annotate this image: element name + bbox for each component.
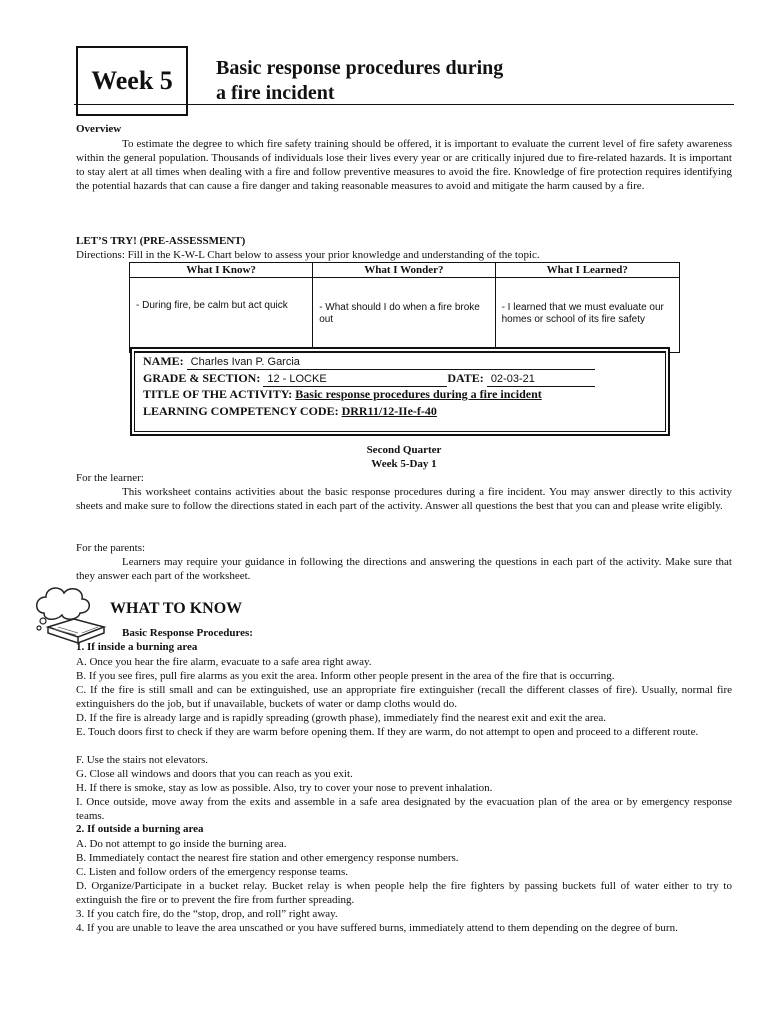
pre-assessment-heading: LET’S TRY! (PRE-ASSESSMENT) [76,235,246,247]
grade-row [143,371,595,387]
parents-text: Learners may require your guidance in following the directions and answering the questions in each part of the activity. Make sure that they answer each part of the worksheet. [76,556,732,582]
grade-field[interactable]: 12 - LOCKE [263,372,447,387]
kwl-answer-wonder[interactable]: - What should I do when a fire broke out [313,278,495,353]
list-item: A. Do not attempt to go inside the burning area. [76,838,287,850]
activity-value: Basic response procedures during a fire incident [295,387,542,401]
list-item: B. Immediately contact the nearest fire station and other emergency response numbers. [76,852,459,864]
name-field[interactable]: Charles Ivan P. Garcia [187,355,595,370]
header-divider [74,104,734,105]
activity-row [143,387,542,401]
date-label: DATE: [447,371,484,385]
list-item: A. Once you hear the fire alarm, evacuate to a safe area right away. [76,656,372,668]
kwl-chart [129,262,680,353]
page-title-line2: a fire incident [216,82,335,104]
kwl-answer-learned[interactable]: - I learned that we must evaluate our homes or school of its fire safety [495,278,679,353]
list-item: B. If you see fires, pull fire alarms as you exit the area. Inform other people present in the area of the fire that is occurring. [76,670,615,682]
what-to-know-heading: WHAT TO KNOW [110,600,243,617]
kwl-header-wonder: What I Wonder? [313,263,495,278]
list-item: D. If the fire is already large and is rapidly spreading (growth phase), immediately find the nearest exit and exit the area. [76,712,607,724]
list-item: F. Use the stairs not elevators. [76,754,209,766]
pre-assessment-directions: Directions: Fill in the K-W-L Chart below to assess your prior knowledge and understanding of the topic. [76,249,540,261]
overview-heading: Overview [76,123,122,135]
parents-label: For the parents: [76,542,146,554]
kwl-header-know: What I Know? [130,263,313,278]
list-item: C. Listen and follow orders of the emergency response teams. [76,866,348,878]
kwl-header-row [130,263,680,278]
date-field[interactable]: 02-03-21 [487,372,595,387]
learner-text: This worksheet contains activities about the basic response procedures during a fire incident. You may answer directly to this activity sheets and make sure to follow the directions stated in each part of the activity. Answer all questions the best that you can and please write eligibly. [76,486,732,512]
kwl-answer-row [130,278,680,353]
quarter-line: Second Quarter [366,444,442,456]
week-label: Week 5 [76,46,188,116]
list-item: H. If there is smoke, stay as low as possible. Also, try to cover your nose to prevent inhalation. [76,782,493,794]
grade-label: GRADE & SECTION: [143,371,261,385]
book-thought-icon [30,583,108,645]
activity-label: TITLE OF THE ACTIVITY: [143,387,293,401]
list-item: C. If the fire is still small and can be extinguished, use an appropriate fire extinguisher (recall the different classes of fire). Usually, normal fire extinguishers do the job, but if unavailable, buckets of water or damp cloths would do. [76,684,732,710]
section1-title: 1. If inside a burning area [76,641,198,653]
list-item: 4. If you are unable to leave the area unscathed or you have suffered burns, immediately attend to them depending on the degree of burn. [76,922,678,934]
section2-title: 2. If outside a burning area [76,823,204,835]
list-item: I. Once outside, move away from the exits and assemble in a safe area designated by the evacuation plan of the area or by emergency response teams. [76,796,732,822]
week-day-line: Week 5-Day 1 [371,458,437,470]
name-row [143,354,595,370]
list-item: G. Close all windows and doors that you can reach as you exit. [76,768,353,780]
competency-label: LEARNING COMPETENCY CODE: [143,404,339,418]
kwl-header-learned: What I Learned? [495,263,679,278]
kwl-answer-know[interactable]: - During fire, be calm but act quick [130,278,313,353]
list-item: 3. If you catch fire, do the “stop, drop, and roll” right away. [76,908,338,920]
list-item: E. Touch doors first to check if they are warm before opening them. If they are warm, do not attempt to open and proceed to a different route. [76,726,699,738]
learner-label: For the learner: [76,472,144,484]
name-label: NAME: [143,354,184,368]
competency-row [143,404,437,418]
procedures-subheading: Basic Response Procedures: [122,627,253,639]
page-title-line1: Basic response procedures during [216,57,504,79]
overview-text: To estimate the degree to which fire safety training should be offered, it is important to evaluate the current level of fire safety awareness within the general population. Thousands of individuals lose their lives every year or are critically injured due to fire-related hazards. It is important to stay alert at all times when dealing with a fire and follow preventive measures to avoid the fire. Knowledge of fire protection requires identifying the potential hazards that can cause a fire danger and taking reasonable measures to avoid and mitigate the harm caused by a fire. [76,138,732,192]
competency-value: DRR11/12-IIe-f-40 [341,404,437,418]
list-item: D. Organize/Participate in a bucket relay. Bucket relay is when people help the fire fighters by passing buckets full of water either to try to extinguish the fire or to prevent the fire from further spreading. [76,880,732,906]
